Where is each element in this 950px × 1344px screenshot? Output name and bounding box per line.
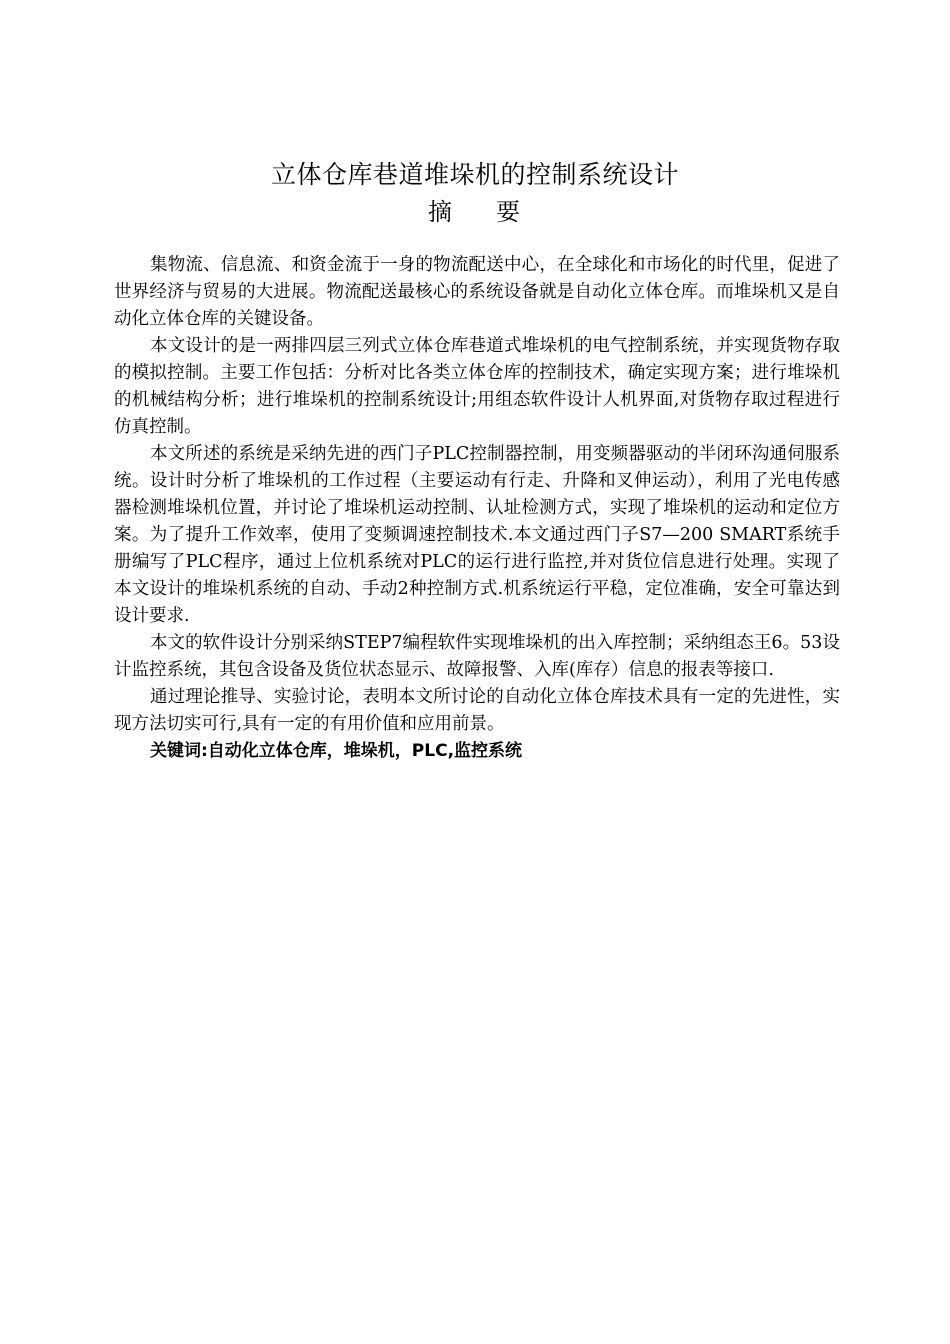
abstract-body	[114, 252, 840, 765]
abstract-paragraph: 本文的软件设计分别采纳STEP7编程软件实现堆垛机的出入库控制；采纳组态王6。53设计监控系统，其包含设备及货位状态显示、故障报警、入库(库存）信息的报表等接口.	[114, 633, 840, 680]
abstract-paragraph: 本文所述的系统是采纳先进的西门子PLC控制器控制，用变频器驱动的半闭环沟通伺服系统。设计时分析了堆垛机的工作过程（主要运动有行走、升降和叉伸运动），利用了光电传感器检测堆垛机位置，并讨论了堆垛机运动控制、认址检测方式，实现了堆垛机的运动和定位方案。为了提升工作效率，使用了变频调速控制技术.本文通过西门子S7—200 SMART系统手册编写了PLC程序，通过上位机系统对PLC的运行进行监控,并对货位信息进行处理。实现了本文设计的堆垛机系统的自动、手动2种控制方式.机系统运行平稳，定位准确，安全可靠达到设计要求.	[114, 444, 840, 626]
abstract-paragraph: 集物流、信息流、和资金流于一身的物流配送中心，在全球化和市场化的时代里，促进了世界经济与贸易的大进展。物流配送最核心的系统设备就是自动化立体仓库。而堆垛机又是自动化立体仓库的关键设备。	[114, 255, 840, 329]
document-title: 立体仓库巷道堆垛机的控制系统设计	[270, 160, 679, 189]
abstract-paragraph: 通过理论推导、实验讨论，表明本文所讨论的自动化立体仓库技术具有一定的先进性，实现方法切实可行,具有一定的有用价值和应用前景。	[114, 687, 840, 734]
abstract-paragraph: 本文设计的是一两排四层三列式立体仓库巷道式堆垛机的电气控制系统，并实现货物存取的模拟控制。主要工作包括：分析对比各类立体仓库的控制技术，确定实现方案；进行堆垛机的机械结构分析；进行堆垛机的控制系统设计;用组态软件设计人机界面,对货物存取过程进行仿真控制。	[114, 336, 840, 437]
abstract-heading-char-1: 摘	[428, 198, 454, 226]
abstract-heading	[0, 196, 950, 228]
abstract-heading-char-2: 要	[496, 198, 522, 226]
keywords-line: 关键词:自动化立体仓库，堆垛机，PLC,监控系统	[150, 741, 523, 761]
